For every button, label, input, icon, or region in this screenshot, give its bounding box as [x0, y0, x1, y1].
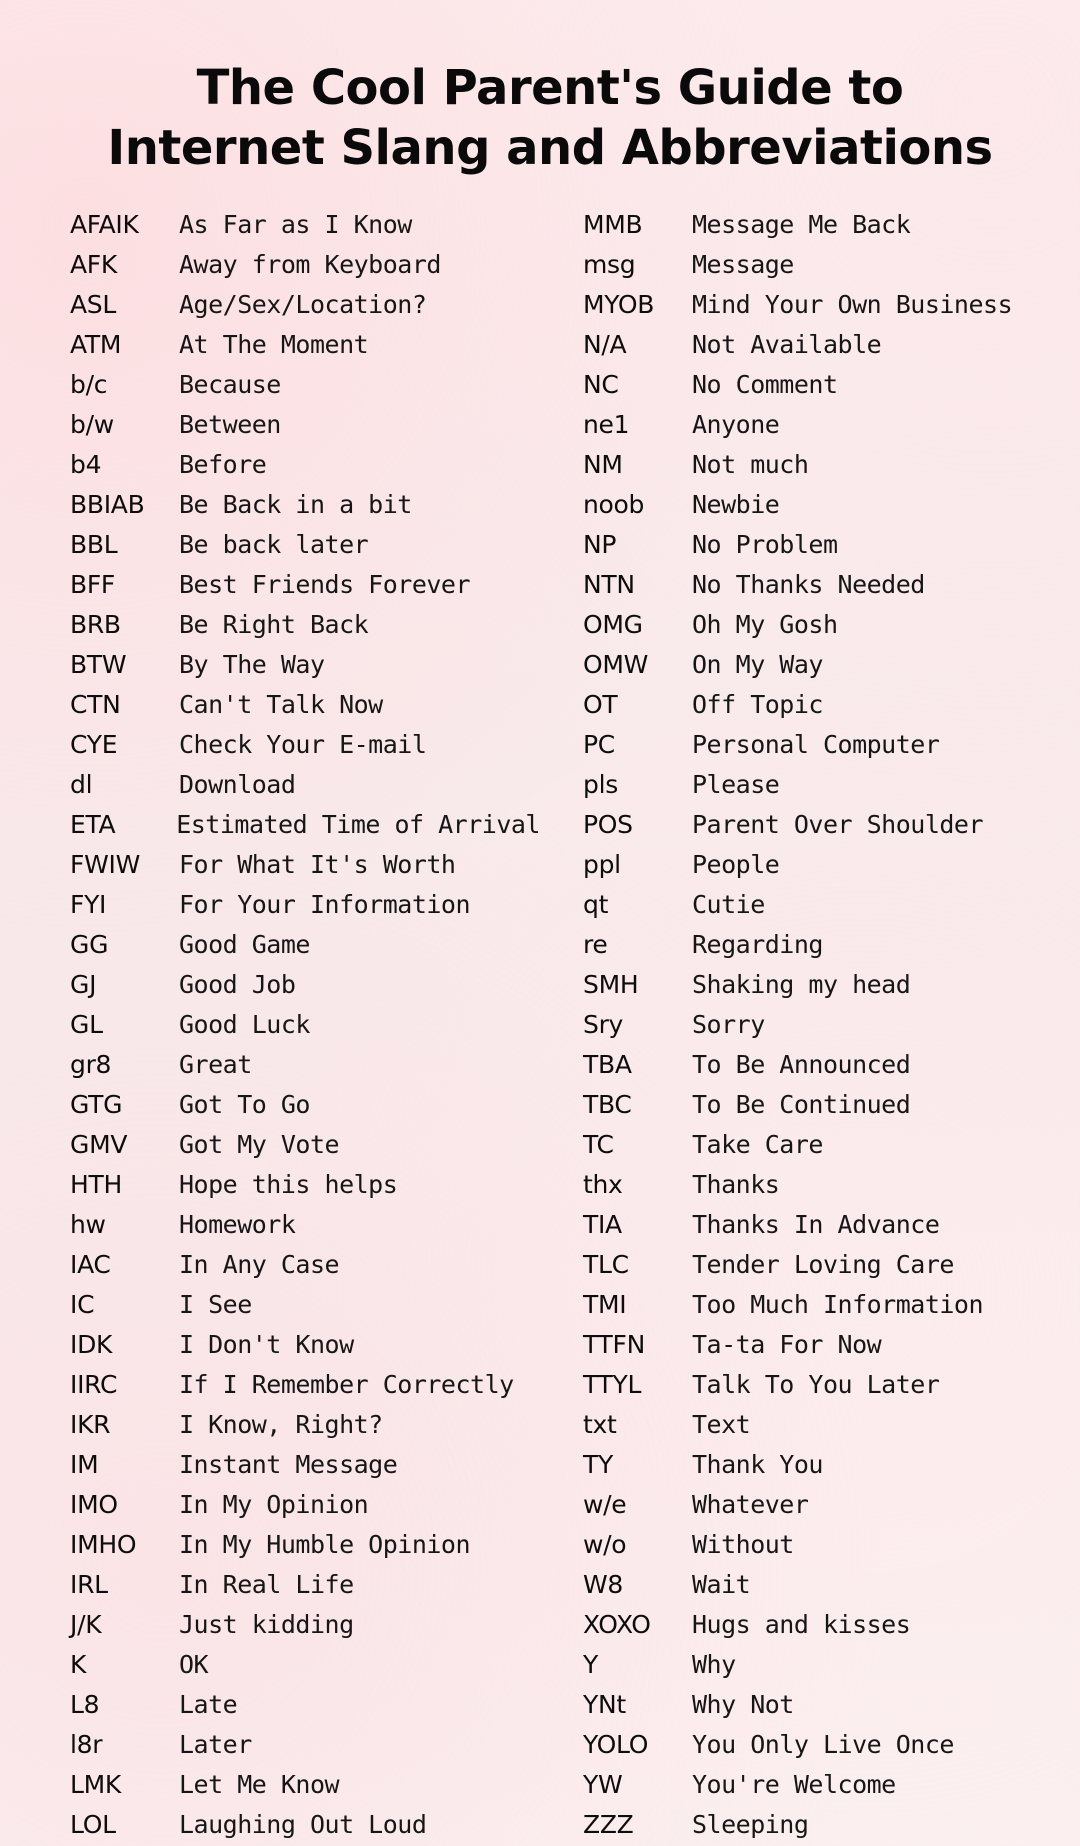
abbreviation: BBIAB: [70, 489, 145, 519]
abbreviation-meaning: Be back later: [179, 529, 369, 559]
abbreviation-meaning: Got To Go: [179, 1089, 310, 1119]
abbreviation: ATM: [70, 329, 122, 359]
abbreviation: thx: [583, 1169, 623, 1199]
abbreviation-meaning: Cutie: [692, 889, 765, 919]
abbreviation: BBL: [70, 529, 118, 559]
abbreviation-meaning: Take Care: [692, 1129, 823, 1159]
abbreviation-meaning: Later: [179, 1729, 252, 1759]
abbreviation: GJ: [70, 969, 97, 999]
abbreviation: HTH: [70, 1169, 122, 1199]
abbreviation-meaning: Estimated Time of Arrival: [176, 809, 540, 839]
abbreviation: BTW: [70, 649, 127, 679]
abbreviation-meaning: On My Way: [692, 649, 823, 679]
glossary-entry: [583, 1684, 1053, 1724]
abbreviation-meaning: For What It's Worth: [179, 849, 456, 879]
abbreviation: AFK: [70, 249, 117, 279]
glossary-entry: [70, 1324, 540, 1364]
abbreviation: TMI: [583, 1289, 627, 1319]
glossary-entry: [70, 1244, 540, 1284]
abbreviation-meaning: Message: [692, 249, 794, 279]
glossary-entry: [583, 924, 1053, 964]
glossary-entry: [583, 564, 1053, 604]
abbreviation: ZZZ: [583, 1809, 634, 1839]
glossary-entry: [583, 364, 1053, 404]
abbreviation: qt: [583, 889, 609, 919]
glossary-entry: [70, 404, 540, 444]
glossary-entry: [583, 1644, 1053, 1684]
glossary-entry: [583, 764, 1053, 804]
abbreviation-meaning: At The Moment: [179, 329, 369, 359]
abbreviation: msg: [583, 249, 636, 279]
glossary-entry: [583, 1324, 1053, 1364]
abbreviation: OMW: [583, 649, 649, 679]
glossary-entry: [583, 1724, 1053, 1764]
abbreviation-meaning: Personal Computer: [692, 729, 940, 759]
abbreviation: IM: [70, 1449, 99, 1479]
abbreviation-meaning: Thanks In Advance: [692, 1209, 940, 1239]
abbreviation-meaning: Talk To You Later: [692, 1369, 940, 1399]
abbreviation-meaning: By The Way: [179, 649, 325, 679]
abbreviation: SMH: [583, 969, 639, 999]
abbreviation-meaning: Shaking my head: [692, 969, 911, 999]
abbreviation: b/w: [70, 409, 114, 439]
abbreviation-meaning: Anyone: [692, 409, 780, 439]
abbreviation: YNt: [583, 1689, 626, 1719]
abbreviation-meaning: Tender Loving Care: [692, 1249, 954, 1279]
glossary-entry: [583, 1764, 1053, 1804]
abbreviation: ASL: [70, 289, 116, 319]
glossary-entry: [70, 1604, 540, 1644]
abbreviation: TTFN: [583, 1329, 645, 1359]
glossary-entry: [70, 1684, 540, 1724]
abbreviation: IC: [70, 1289, 95, 1319]
abbreviation-meaning: I Don't Know: [179, 1329, 354, 1359]
abbreviation-meaning: In Any Case: [179, 1249, 340, 1279]
abbreviation: K: [70, 1649, 87, 1679]
abbreviation-meaning: Why: [692, 1649, 736, 1679]
glossary-entry: [70, 204, 540, 244]
glossary-entry: [583, 404, 1053, 444]
abbreviation: IRL: [70, 1569, 108, 1599]
abbreviation: YW: [583, 1769, 623, 1799]
glossary-entry: [70, 1284, 540, 1324]
glossary-entry: [70, 1124, 540, 1164]
abbreviation-meaning: Age/Sex/Location?: [179, 289, 427, 319]
abbreviation: J/K: [70, 1609, 102, 1639]
glossary-entry: [583, 204, 1053, 244]
glossary-entry: [583, 884, 1053, 924]
glossary-entry: [583, 444, 1053, 484]
abbreviation: IDK: [70, 1329, 113, 1359]
abbreviation-meaning: You Only Live Once: [692, 1729, 954, 1759]
glossary-entry: [583, 1404, 1053, 1444]
abbreviation-meaning: Message Me Back: [692, 209, 911, 239]
abbreviation-meaning: No Comment: [692, 369, 838, 399]
abbreviation-meaning: If I Remember Correctly: [179, 1369, 514, 1399]
abbreviation: MYOB: [583, 289, 655, 319]
abbreviation-meaning: Thank You: [692, 1449, 823, 1479]
glossary-entry: [70, 1084, 540, 1124]
abbreviation: TC: [583, 1129, 614, 1159]
glossary-entry: [70, 1524, 540, 1564]
abbreviation: TTYL: [583, 1369, 642, 1399]
abbreviation: LOL: [70, 1809, 116, 1839]
glossary-entry: [70, 1484, 540, 1524]
glossary-entry: [583, 604, 1053, 644]
abbreviation-meaning: Wait: [692, 1569, 751, 1599]
glossary-entry: [70, 964, 540, 1004]
abbreviation-meaning: OK: [179, 1649, 209, 1679]
abbreviation-meaning: Just kidding: [179, 1609, 354, 1639]
abbreviation: NP: [583, 529, 617, 559]
glossary-entry: [70, 564, 540, 604]
abbreviation-meaning: You're Welcome: [692, 1769, 896, 1799]
abbreviation-meaning: Good Luck: [179, 1009, 310, 1039]
glossary-entry: [70, 724, 540, 764]
abbreviation: OT: [583, 689, 618, 719]
abbreviation-meaning: Ta-ta For Now: [692, 1329, 882, 1359]
abbreviation-meaning: Please: [692, 769, 780, 799]
abbreviation: TLC: [583, 1249, 629, 1279]
abbreviation: N/A: [583, 329, 627, 359]
abbreviation-meaning: I Know, Right?: [179, 1409, 383, 1439]
abbreviation-meaning: Hope this helps: [179, 1169, 398, 1199]
abbreviation: b4: [70, 449, 102, 479]
abbreviation-meaning: Sleeping: [692, 1809, 809, 1839]
abbreviation: BRB: [70, 609, 121, 639]
glossary-entry: [70, 1764, 540, 1804]
glossary-entry: [70, 924, 540, 964]
abbreviation-meaning: Be Right Back: [179, 609, 369, 639]
glossary-entry: [583, 684, 1053, 724]
abbreviation: IIRC: [70, 1369, 118, 1399]
abbreviation: txt: [583, 1409, 617, 1439]
glossary-entry: [70, 1364, 540, 1404]
glossary-entry: [70, 284, 540, 324]
abbreviation: ne1: [583, 409, 630, 439]
glossary-entry: [70, 1004, 540, 1044]
abbreviation: IMO: [70, 1489, 118, 1519]
title-line-1: The Cool Parent's Guide to: [196, 60, 904, 116]
abbreviation-meaning: Good Job: [179, 969, 296, 999]
glossary-entry: [70, 524, 540, 564]
abbreviation-meaning: Let Me Know: [179, 1769, 340, 1799]
abbreviation-meaning: Good Game: [179, 929, 310, 959]
glossary-entry: [583, 804, 1053, 844]
abbreviation: IKR: [70, 1409, 111, 1439]
abbreviation: dl: [70, 769, 93, 799]
glossary-entry: [583, 284, 1053, 324]
abbreviation: l8r: [70, 1729, 103, 1759]
glossary-entry: [583, 324, 1053, 364]
abbreviation-meaning: Download: [179, 769, 296, 799]
abbreviation-meaning: Got My Vote: [179, 1129, 340, 1159]
glossary-entry: [70, 764, 540, 804]
abbreviation: GTG: [70, 1089, 123, 1119]
abbreviation-meaning: In My Opinion: [179, 1489, 369, 1519]
abbreviation-meaning: Check Your E-mail: [179, 729, 427, 759]
abbreviation: TBA: [583, 1049, 632, 1079]
glossary-entry: [583, 724, 1053, 764]
abbreviation-meaning: To Be Announced: [692, 1049, 911, 1079]
abbreviation-meaning: Sorry: [692, 1009, 765, 1039]
glossary-entry: [583, 1364, 1053, 1404]
abbreviation-meaning: Whatever: [692, 1489, 809, 1519]
glossary-entry: [70, 244, 540, 284]
abbreviation: re: [583, 929, 608, 959]
abbreviation: AFAIK: [70, 209, 139, 239]
abbreviation-meaning: Laughing Out Loud: [179, 1809, 427, 1839]
abbreviation: W8: [583, 1569, 624, 1599]
abbreviation: w/o: [583, 1529, 627, 1559]
abbreviation: hw: [70, 1209, 106, 1239]
abbreviation: NC: [583, 369, 619, 399]
glossary-entry: [583, 1004, 1053, 1044]
abbreviation: GMV: [70, 1129, 128, 1159]
glossary-entry: [70, 1164, 540, 1204]
title-line-2: Internet Slang and Abbreviations: [107, 120, 993, 176]
glossary-entry: [70, 604, 540, 644]
abbreviation-meaning: Hugs and kisses: [692, 1609, 911, 1639]
left-glossary-column: [70, 204, 540, 1844]
glossary-entry: [583, 1444, 1053, 1484]
abbreviation-meaning: Parent Over Shoulder: [692, 809, 984, 839]
abbreviation-meaning: Before: [179, 449, 267, 479]
glossary-entry: [70, 644, 540, 684]
glossary-entry: [583, 644, 1053, 684]
abbreviation: FYI: [70, 889, 107, 919]
abbreviation-meaning: Newbie: [692, 489, 780, 519]
glossary-entry: [70, 1804, 540, 1844]
glossary-entry: [583, 1564, 1053, 1604]
abbreviation-meaning: Can't Talk Now: [179, 689, 383, 719]
abbreviation-meaning: Great: [179, 1049, 252, 1079]
abbreviation-meaning: Not much: [692, 449, 809, 479]
abbreviation: IMHO: [70, 1529, 137, 1559]
abbreviation-meaning: Thanks: [692, 1169, 780, 1199]
glossary-entry: [70, 1644, 540, 1684]
abbreviation: GL: [70, 1009, 103, 1039]
glossary-entry: [583, 524, 1053, 564]
abbreviation-meaning: Off Topic: [692, 689, 823, 719]
abbreviation-meaning: Between: [179, 409, 281, 439]
abbreviation-meaning: No Thanks Needed: [692, 569, 925, 599]
abbreviation: CTN: [70, 689, 121, 719]
abbreviation: MMB: [583, 209, 643, 239]
abbreviation: PC: [583, 729, 615, 759]
abbreviation: Y: [583, 1649, 598, 1679]
glossary-entry: [583, 1484, 1053, 1524]
abbreviation: YOLO: [583, 1729, 649, 1759]
abbreviation: TIA: [583, 1209, 622, 1239]
glossary-entry: [70, 324, 540, 364]
glossary-entry: [583, 844, 1053, 884]
abbreviation: POS: [583, 809, 633, 839]
abbreviation: Sry: [583, 1009, 624, 1039]
abbreviation-meaning: For Your Information: [179, 889, 471, 919]
abbreviation-meaning: Regarding: [692, 929, 823, 959]
glossary-entry: [583, 244, 1053, 284]
glossary-entry: [70, 484, 540, 524]
abbreviation-meaning: Mind Your Own Business: [692, 289, 1013, 319]
abbreviation: TY: [583, 1449, 613, 1479]
glossary-entry: [70, 684, 540, 724]
glossary-entry: [70, 364, 540, 404]
glossary-entry: [70, 1444, 540, 1484]
right-glossary-column: [583, 204, 1053, 1844]
glossary-entry: [583, 964, 1053, 1004]
abbreviation-meaning: Why Not: [692, 1689, 794, 1719]
glossary-entry: [583, 1044, 1053, 1084]
abbreviation-meaning: To Be Continued: [692, 1089, 911, 1119]
abbreviation: IAC: [70, 1249, 111, 1279]
glossary-entry: [583, 1284, 1053, 1324]
glossary-entry: [583, 1804, 1053, 1844]
abbreviation-meaning: Instant Message: [179, 1449, 398, 1479]
abbreviation-meaning: No Problem: [692, 529, 838, 559]
glossary-entry: [583, 1084, 1053, 1124]
abbreviation: noob: [583, 489, 645, 519]
abbreviation-meaning: Oh My Gosh: [692, 609, 838, 639]
page-title: [0, 58, 1080, 178]
abbreviation: gr8: [70, 1049, 112, 1079]
abbreviation: b/c: [70, 369, 108, 399]
glossary-entry: [583, 484, 1053, 524]
abbreviation: pls: [583, 769, 618, 799]
glossary-entry: [70, 884, 540, 924]
abbreviation: BFF: [70, 569, 116, 599]
abbreviation: FWIW: [70, 849, 140, 879]
glossary-entry: [70, 1724, 540, 1764]
abbreviation: LMK: [70, 1769, 121, 1799]
abbreviation-meaning: People: [692, 849, 780, 879]
glossary-entry: [583, 1164, 1053, 1204]
abbreviation-meaning: Be Back in a bit: [179, 489, 412, 519]
glossary-entry: [70, 1044, 540, 1084]
glossary-entry: [70, 844, 540, 884]
abbreviation: NTN: [583, 569, 635, 599]
abbreviation-meaning: In Real Life: [179, 1569, 354, 1599]
abbreviation: ppl: [583, 849, 621, 879]
abbreviation: TBC: [583, 1089, 632, 1119]
glossary-entry: [70, 1204, 540, 1244]
abbreviation: XOXO: [583, 1609, 651, 1639]
glossary-entry: [70, 444, 540, 484]
glossary-entry: [583, 1604, 1053, 1644]
abbreviation-meaning: I See: [179, 1289, 252, 1319]
glossary-entry: [70, 804, 540, 844]
abbreviation-meaning: Homework: [179, 1209, 296, 1239]
abbreviation-meaning: Text: [692, 1409, 751, 1439]
glossary-entry: [583, 1524, 1053, 1564]
abbreviation-meaning: Without: [692, 1529, 794, 1559]
abbreviation: L8: [70, 1689, 100, 1719]
abbreviation-meaning: Not Available: [692, 329, 882, 359]
abbreviation: w/e: [583, 1489, 627, 1519]
abbreviation-meaning: Late: [179, 1689, 238, 1719]
abbreviation-meaning: Because: [179, 369, 281, 399]
abbreviation: OMG: [583, 609, 643, 639]
abbreviation-meaning: In My Humble Opinion: [179, 1529, 471, 1559]
abbreviation-meaning: Away from Keyboard: [179, 249, 441, 279]
abbreviation-meaning: As Far as I Know: [179, 209, 412, 239]
abbreviation: GG: [70, 929, 109, 959]
abbreviation: CYE: [70, 729, 118, 759]
glossary-entry: [70, 1404, 540, 1444]
glossary-entry: [70, 1564, 540, 1604]
abbreviation-meaning: Best Friends Forever: [179, 569, 471, 599]
glossary-entry: [583, 1124, 1053, 1164]
abbreviation: ETA: [70, 809, 116, 839]
abbreviation-meaning: Too Much Information: [692, 1289, 984, 1319]
abbreviation: NM: [583, 449, 623, 479]
glossary-entry: [583, 1204, 1053, 1244]
glossary-entry: [583, 1244, 1053, 1284]
